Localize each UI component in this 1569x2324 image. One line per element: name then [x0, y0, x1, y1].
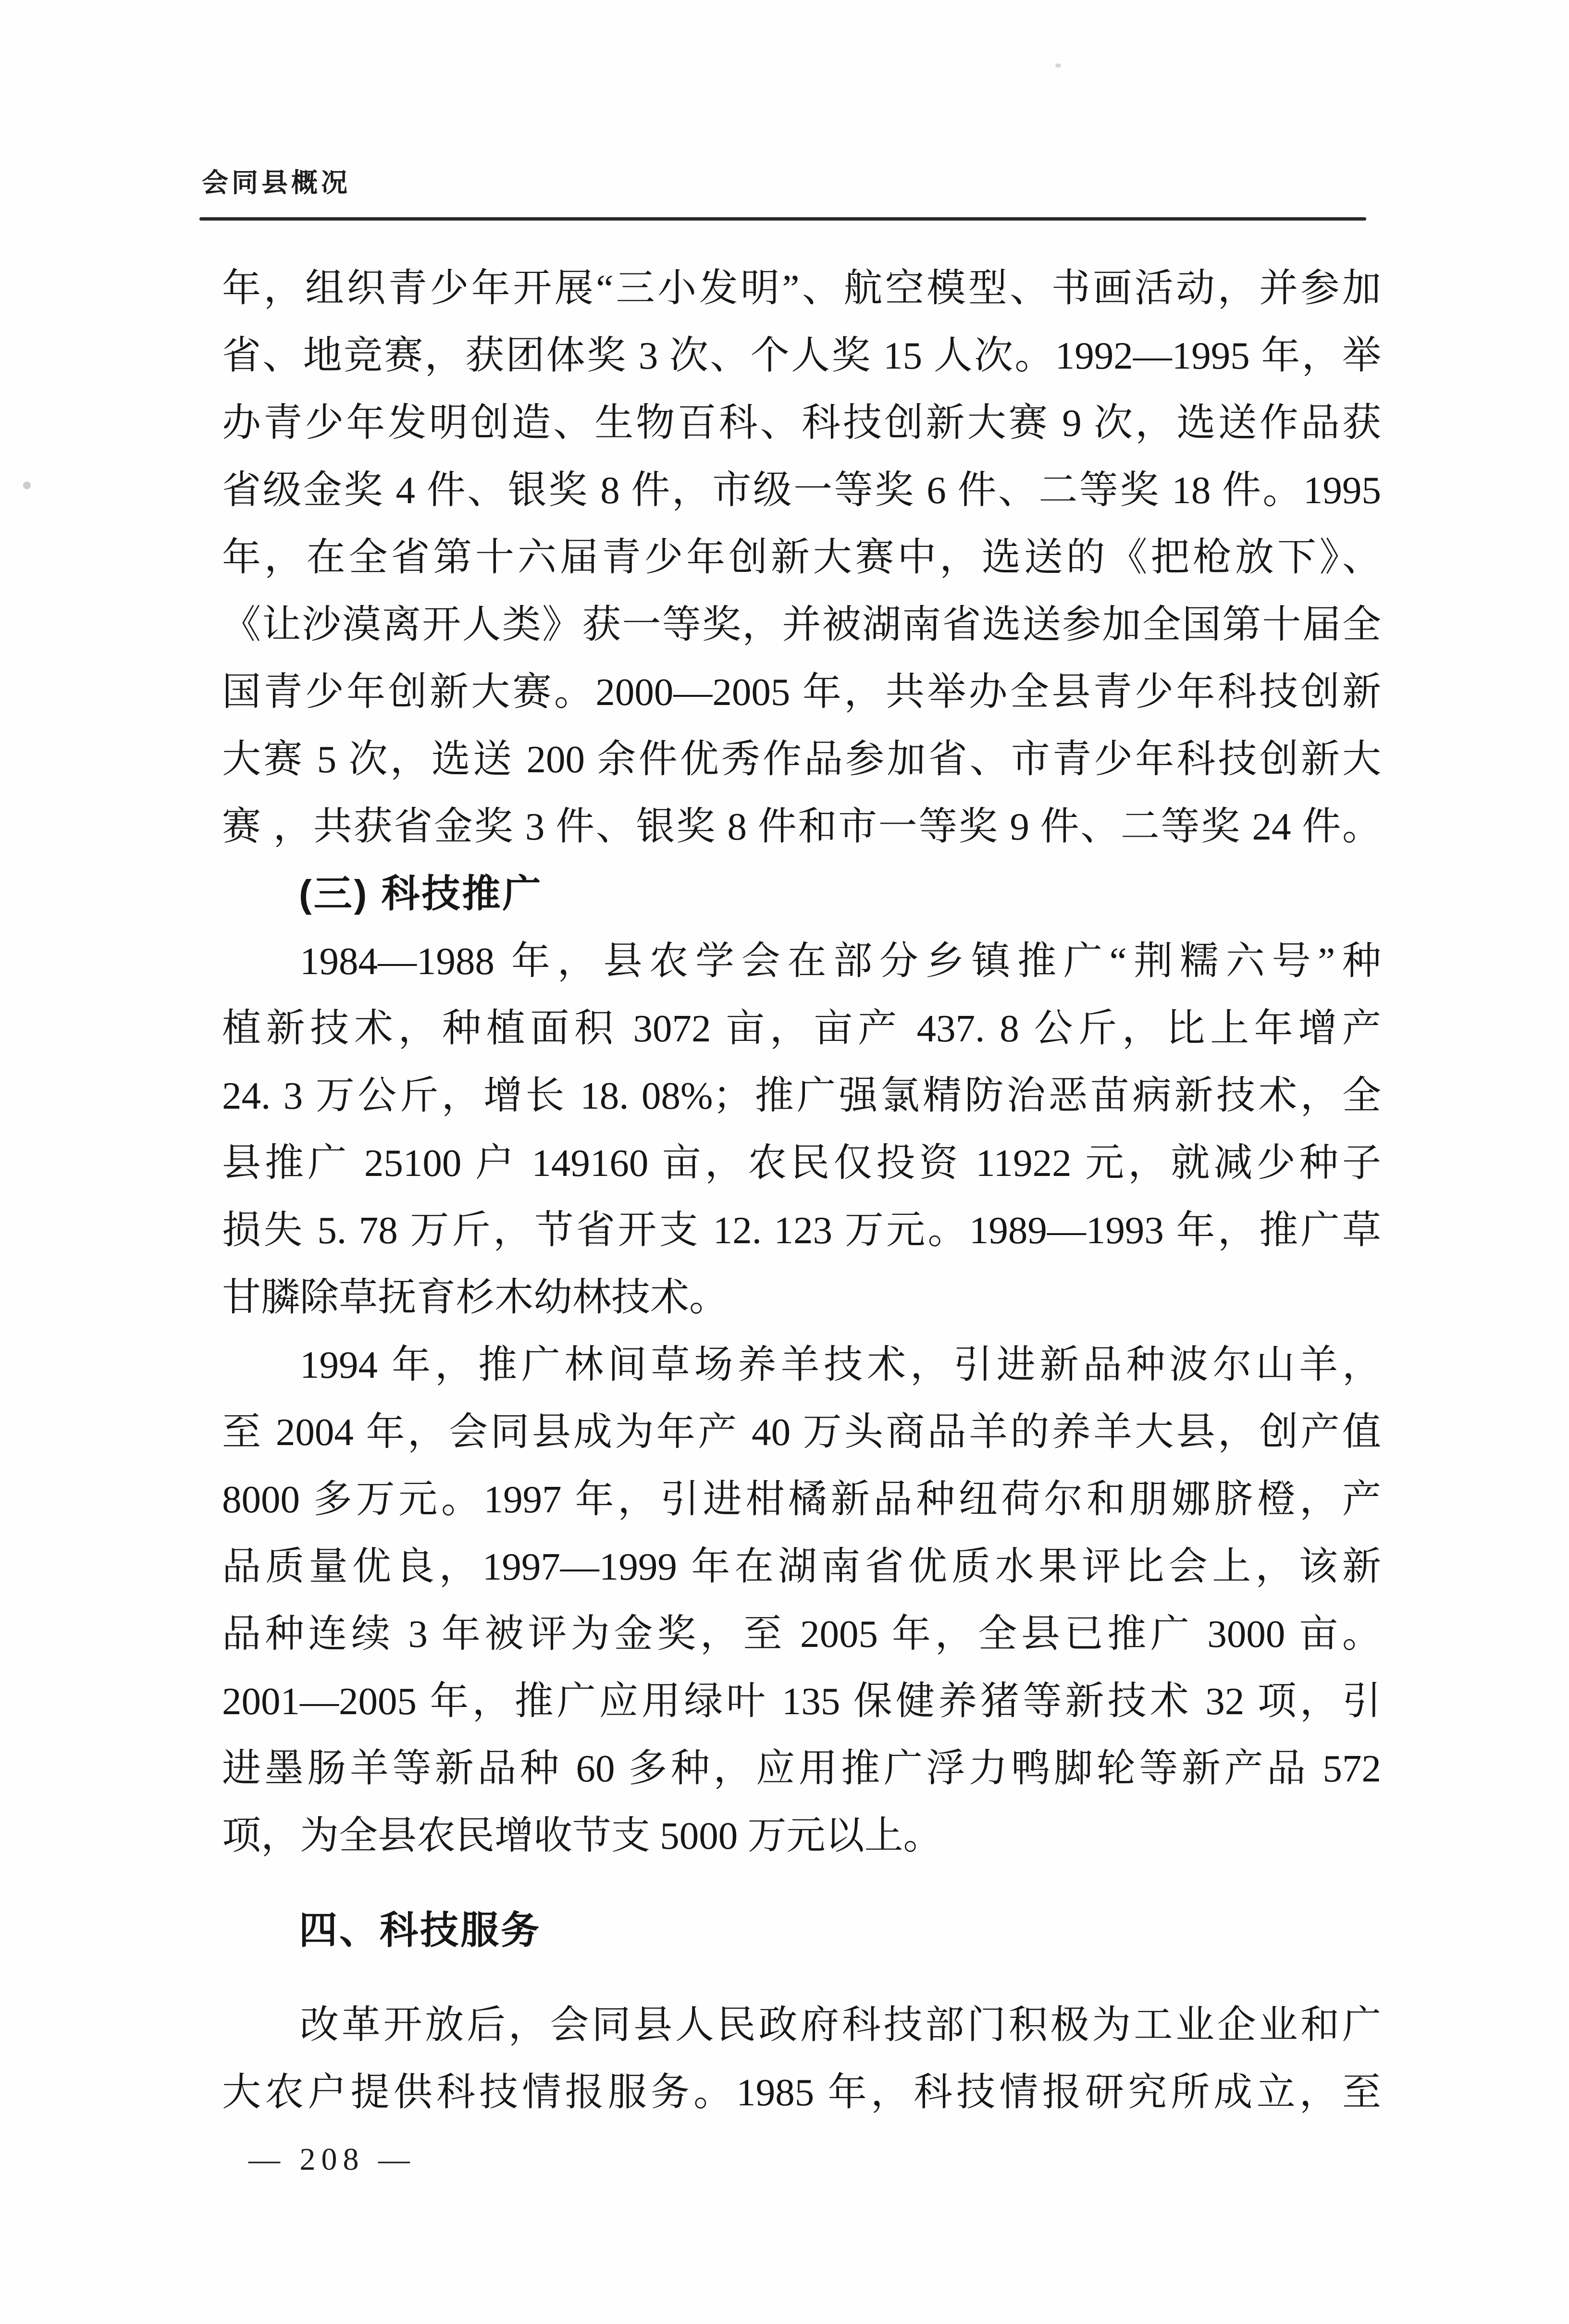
section-heading-3: (三) 科技推广 — [299, 872, 543, 915]
text-line: 年，组织青少年开展“三小发明”、航空模型、书画活动，并参加 — [222, 267, 1381, 310]
section-heading-4: 四、科技服务 — [299, 1909, 541, 1952]
text-line: 改革开放后，会同县人民政府科技部门积极为工业企业和广 — [300, 2003, 1381, 2047]
running-header-title: 会同县概况 — [202, 168, 351, 198]
text-line: 县推广 25100 户 149160 亩，农民仅投资 11922 元，就减少种子 — [222, 1141, 1381, 1185]
text-line: 损失 5. 78 万斤，节省开支 12. 123 万元。1989—1993 年，推广草 — [222, 1209, 1381, 1252]
scan-speck — [1055, 63, 1061, 68]
text-line: 1994 年，推广林间草场养羊技术，引进新品种波尔山羊， — [300, 1343, 1381, 1386]
text-line: 大农户提供科技情报服务。1985 年，科技情报研究所成立，至 — [222, 2071, 1381, 2114]
text-line: 省、地竞赛，获团体奖 3 次、个人奖 15 人次。1992—1995 年，举 — [222, 334, 1381, 377]
text-line: 植新技术，种植面积 3072 亩，亩产 437. 8 公斤，比上年增产 — [222, 1007, 1381, 1050]
text-line: 1984—1988 年，县农学会在部分乡镇推广“荆糯六号”种 — [300, 939, 1381, 983]
text-line: 品质量优良，1997—1999 年在湖南省优质水果评比会上，该新 — [222, 1545, 1381, 1588]
text-line: 24. 3 万公斤，增长 18. 08%；推广强氯精防治恶苗病新技术，全 — [222, 1074, 1381, 1117]
text-line: 8000 多万元。1997 年，引进柑橘新品种纽荷尔和朋娜脐橙，产 — [222, 1478, 1381, 1521]
text-line: 进墨肠羊等新品种 60 多种，应用推广浮力鸭脚轮等新产品 572 — [222, 1747, 1381, 1790]
scan-speck — [23, 482, 31, 489]
body-text-block — [222, 255, 1381, 2193]
text-line: 办青少年发明创造、生物百科、科技创新大赛 9 次，选送作品获 — [222, 401, 1381, 445]
text-line: 品种连续 3 年被评为金奖，至 2005 年，全县已推广 3000 亩。 — [222, 1612, 1381, 1656]
text-line: 大赛 5 次，选送 200 余件优秀作品参加省、市青少年科技创新大 — [222, 738, 1381, 781]
text-line: 国青少年创新大赛。2000—2005 年，共举办全县青少年科技创新 — [222, 670, 1381, 714]
text-line: 至 2004 年，会同县成为年产 40 万头商品羊的养羊大县，创产值 — [222, 1410, 1381, 1454]
text-line: 《让沙漠离开人类》获一等奖，并被湖南省选送参加全国第十届全 — [222, 603, 1381, 646]
text-line: 赛 ，共获省金奖 3 件、银奖 8 件和市一等奖 9 件、二等奖 24 件。 — [222, 805, 1381, 848]
text-line: 项，为全县农民增收节支 5000 万元以上。 — [222, 1814, 942, 1857]
text-line: 省级金奖 4 件、银奖 8 件，市级一等奖 6 件、二等奖 18 件。1995 — [222, 469, 1381, 512]
text-line: 甘膦除草抚育杉木幼林技术。 — [222, 1276, 729, 1319]
text-line: 年，在全省第十六届青少年创新大赛中，选送的《把枪放下》、 — [222, 536, 1381, 579]
page-number: — 208 — — [248, 2142, 416, 2177]
header-rule — [199, 217, 1366, 221]
text-line: 2001—2005 年，推广应用绿叶 135 保健养猪等新技术 32 项，引 — [222, 1680, 1381, 1723]
